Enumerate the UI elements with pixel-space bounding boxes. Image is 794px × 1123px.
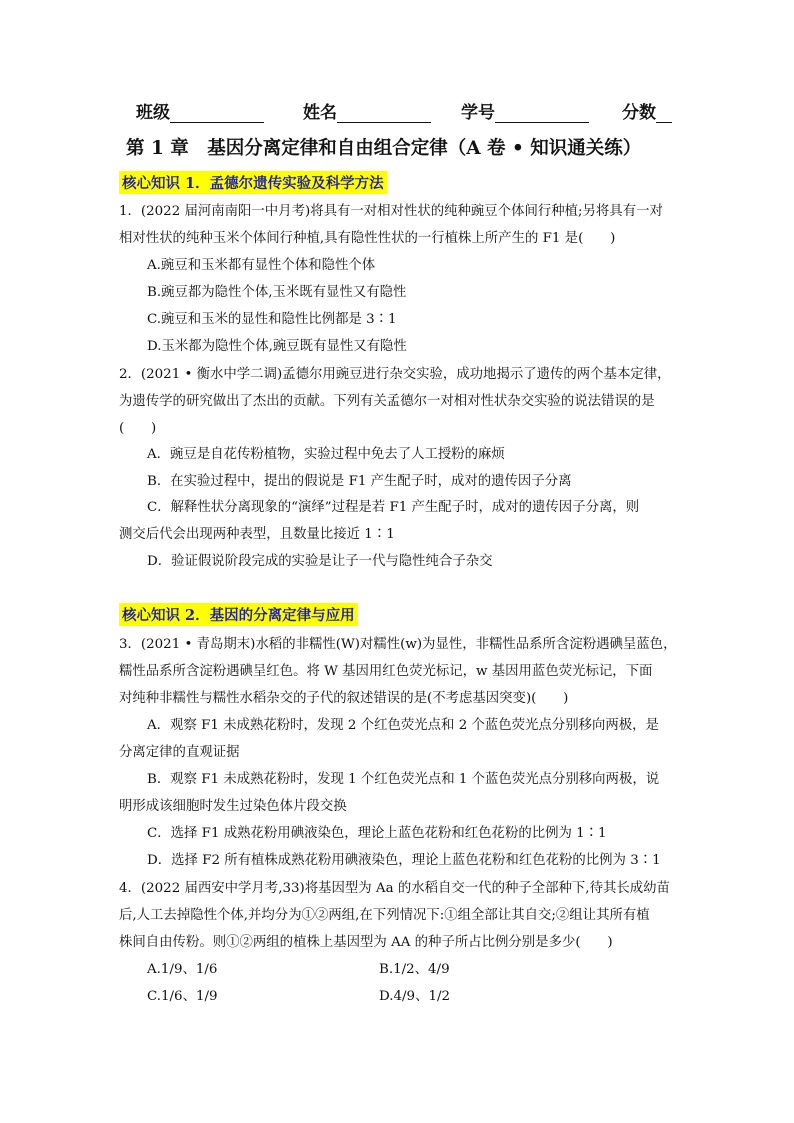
- class-field[interactable]: [136, 98, 264, 123]
- q2-text-line-1: 2．(2021 • 衡水中学二调)孟德尔用豌豆进行杂交实验，成功地揭示了遗传的两个基本定律，: [119, 367, 671, 382]
- q4-option-c: C.1/6、1/9: [147, 989, 218, 1004]
- q2-option-a: A．豌豆是自花传粉植物，实验过程中免去了人工授粉的麻烦: [147, 447, 505, 462]
- id-field[interactable]: [461, 98, 589, 123]
- class-label: 班级: [136, 103, 170, 123]
- q4-option-d: D.4/9、1/2: [379, 989, 451, 1004]
- q2-option-b: B．在实验过程中，提出的假说是 F1 产生配子时，成对的遗传因子分离: [147, 474, 572, 489]
- q4-text-line-2: 后,人工去掉隐性个体,并均分为①②两组,在下列情况下:①组全部让其自交;②组让其所有植: [119, 908, 650, 923]
- name-blank[interactable]: [337, 104, 431, 123]
- q3-option-a-line-1: A．观察 F1 未成熟花粉时，发现 2 个红色荧光点和 2 个蓝色荧光点分别移向两极，是: [147, 718, 659, 733]
- q3-option-a-line-2: 分离定律的直观证据: [119, 745, 240, 760]
- q1-option-c: C.豌豆和玉米的显性和隐性比例都是 3∶1: [147, 312, 397, 327]
- id-blank[interactable]: [495, 104, 589, 123]
- q4-text-line-3: 株间自由传粉。则①②两组的植株上基因型为 AA 的种子所占比例分别是多少( ): [119, 935, 613, 950]
- q3-option-b-line-2: 明形成该细胞时发生过染色体片段交换: [119, 799, 347, 814]
- q3-option-b-line-1: B．观察 F1 未成熟花粉时，发现 1 个红色荧光点和 1 个蓝色荧光点分别移向两极，说: [147, 772, 660, 787]
- q1-option-a: A.豌豆和玉米都有显性个体和隐性个体: [147, 258, 376, 273]
- q2-text-line-2: 为遗传学的研究做出了杰出的贡献。下列有关孟德尔一对相对性状杂交实验的说法错误的是: [119, 394, 655, 409]
- section-heading-1: 核心知识 1．孟德尔遗传实验及科学方法: [119, 171, 387, 194]
- q3-text-line-1: 3．(2021 • 青岛期末)水稻的非糯性(W)对糯性(w)为显性，非糯性品系所含淀粉遇碘呈蓝色，: [119, 637, 677, 652]
- score-label: 分数: [622, 103, 656, 123]
- name-field[interactable]: [303, 98, 431, 123]
- score-blank[interactable]: [656, 104, 672, 123]
- section-heading-2: 核心知识 2．基因的分离定律与应用: [119, 603, 358, 626]
- q3-option-c: C．选择 F1 成熟花粉用碘液染色，理论上蓝色花粉和红色花粉的比例为 1∶1: [147, 826, 607, 841]
- q4-option-b: B.1/2、4/9: [379, 962, 450, 977]
- q1-option-b: B.豌豆都为隐性个体,玉米既有显性又有隐性: [147, 285, 407, 300]
- q2-option-d: D．验证假说阶段完成的实验是让子一代与隐性纯合子杂交: [147, 554, 493, 569]
- q1-option-d: D.玉米都为隐性个体,豌豆既有显性又有隐性: [147, 339, 407, 354]
- name-label: 姓名: [303, 103, 337, 123]
- q3-option-d: D．选择 F2 所有植株成熟花粉用碘液染色，理论上蓝色花粉和红色花粉的比例为 3∶1: [147, 853, 661, 868]
- q2-text-line-3: ( ): [119, 421, 157, 436]
- q1-text-line-2: 相对性状的纯种玉米个体间行种植,具有隐性性状的一行植株上所产生的 F1 是( ): [119, 231, 616, 246]
- page-title: 第 1 章 基因分离定律和自由组合定律（A 卷 • 知识通关练）: [126, 138, 642, 159]
- q4-option-a: A.1/9、1/6: [147, 962, 218, 977]
- q3-text-line-3: 对纯种非糯性与糯性水稻杂交的子代的叙述错误的是(不考虑基因突变)( ): [119, 691, 569, 706]
- q4-text-line-1: 4．(2022 届西安中学月考,33)将基因型为 Aa 的水稻自交一代的种子全部种下,待其长成幼苗: [119, 881, 670, 896]
- id-label: 学号: [461, 103, 495, 123]
- class-blank[interactable]: [170, 104, 264, 123]
- q2-option-c-line-2: 测交后代会出现两种表型，且数量比接近 1∶1: [119, 527, 395, 542]
- score-field[interactable]: [622, 98, 672, 123]
- q2-option-c-line-1: C．解释性状分离现象的“演绎”过程是若 F1 产生配子时，成对的遗传因子分离，则: [147, 500, 640, 515]
- q1-text-line-1: 1．(2022 届河南南阳一中月考)将具有一对相对性状的纯种豌豆个体间行种植;另将具有一对: [119, 204, 663, 219]
- student-info-header: [136, 98, 696, 124]
- q3-text-line-2: 糯性品系所含淀粉遇碘呈红色。将 W 基因用红色荧光标记，w 基因用蓝色荧光标记，下面: [119, 664, 653, 679]
